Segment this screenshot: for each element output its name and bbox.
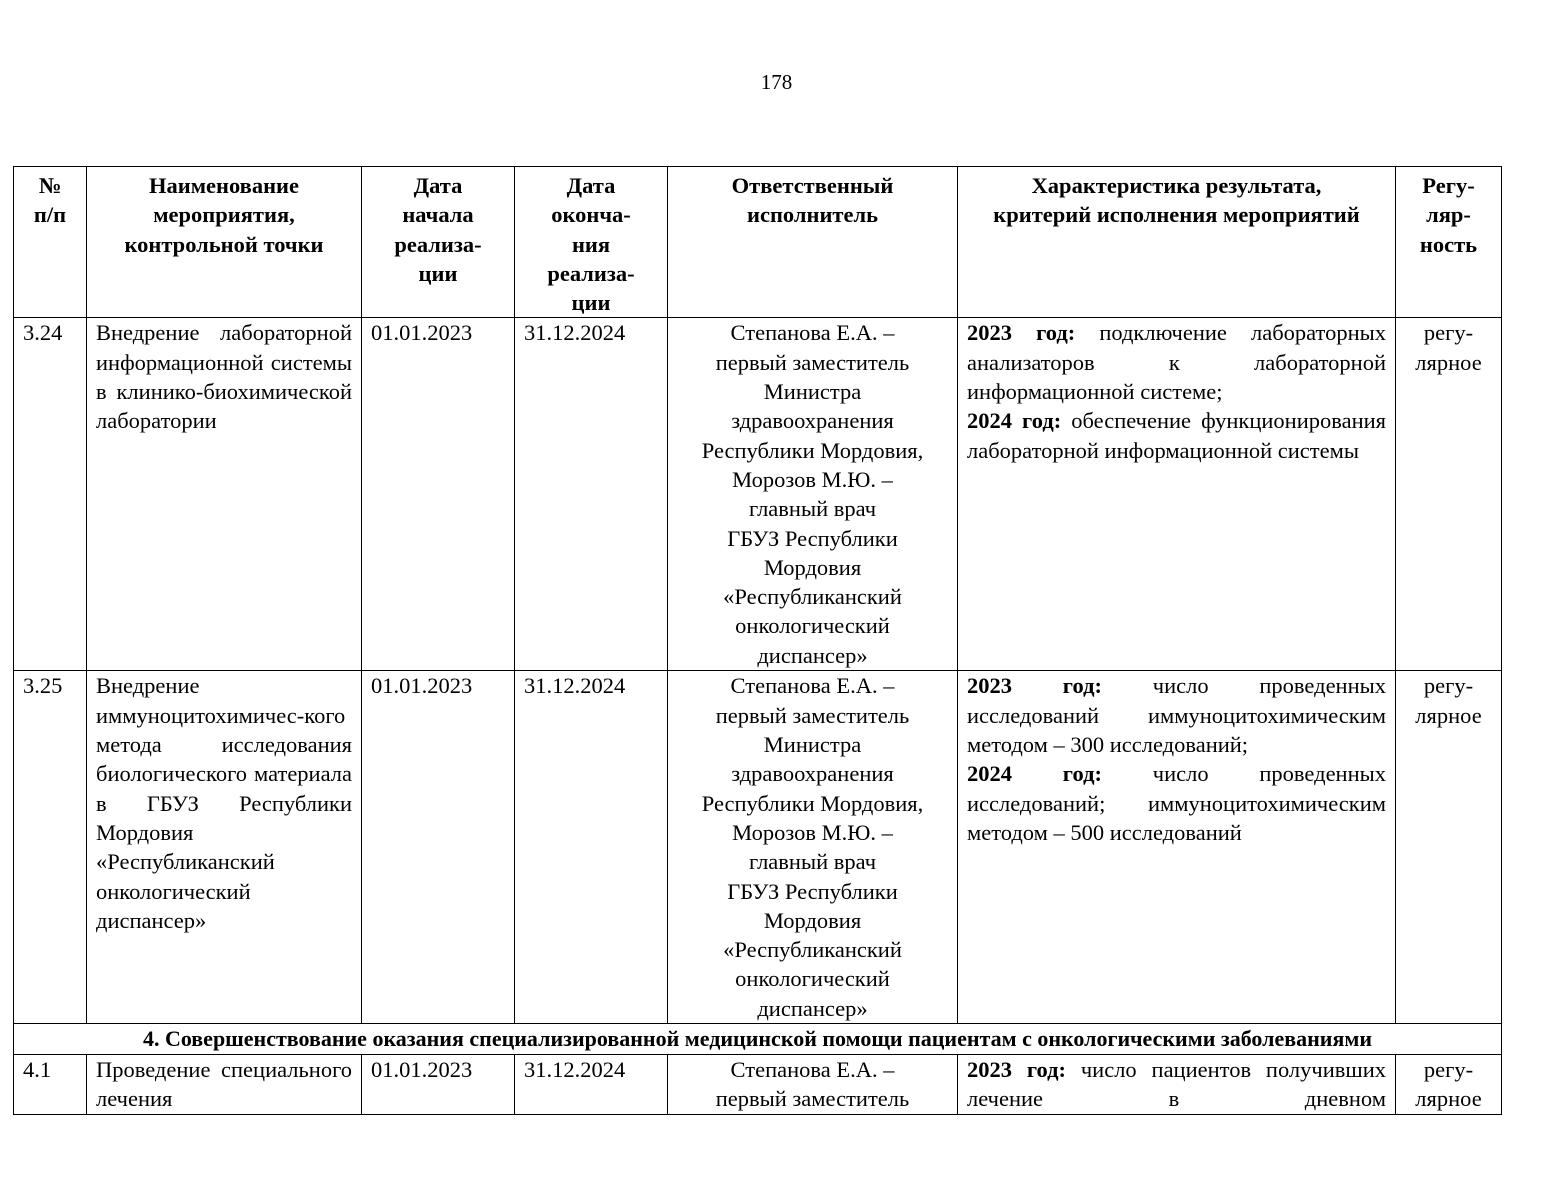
end-date: 31.12.2024 xyxy=(515,1054,668,1114)
table-header-row xyxy=(14,167,1502,318)
header-responsible: Ответственный исполнитель xyxy=(668,167,958,318)
table-row xyxy=(14,318,1502,671)
start-date: 01.01.2023 xyxy=(362,318,515,671)
row-number: 3.24 xyxy=(14,318,87,671)
header-start-date: Дата начала реализа- ции xyxy=(362,167,515,318)
table-row xyxy=(14,1054,1502,1114)
result-2023: 2023 год: подключение лабораторных анализаторов к лабораторной информационной системе; xyxy=(967,320,1387,405)
header-regularity: Регу- ляр- ность xyxy=(1396,167,1502,318)
event-name: Проведение специального лечения xyxy=(87,1054,362,1114)
row-number: 4.1 xyxy=(14,1054,87,1114)
header-result: Характеристика результата, критерий исполнения мероприятий xyxy=(958,167,1396,318)
row-number: 3.25 xyxy=(14,671,87,1024)
events-table xyxy=(13,166,1502,1115)
result-description xyxy=(958,318,1396,671)
regularity: регу- лярное xyxy=(1396,318,1502,671)
result-description xyxy=(958,671,1396,1024)
table-row xyxy=(14,671,1502,1024)
start-date: 01.01.2023 xyxy=(362,1054,515,1114)
end-date: 31.12.2024 xyxy=(515,671,668,1024)
regularity: регу- лярное xyxy=(1396,1054,1502,1114)
header-end-date: Дата оконча- ния реализа- ции xyxy=(515,167,668,318)
responsible-person: Степанова Е.А. – первый заместитель Министра здравоохранения Республики Мордовия, Морозов М.Ю. – главный врач ГБУЗ Республики Мордовия «Республиканский онкологический диспансер» xyxy=(668,671,958,1024)
section-heading-row xyxy=(14,1024,1502,1054)
result-2024: 2024 год: обеспечение функционирования лабораторной информационной системы xyxy=(967,408,1386,463)
start-date: 01.01.2023 xyxy=(362,671,515,1024)
result-description: 2023 год: число пациентов получивших лечение в дневном xyxy=(958,1054,1396,1114)
end-date: 31.12.2024 xyxy=(515,318,668,671)
event-name: Внедрение лабораторной информационной системы в клинико-биохимической лаборатории xyxy=(87,318,362,671)
event-name: Внедрение иммуноцитохимичес-кого метода исследования биологического материала в ГБУЗ Республики Мордовия «Республиканский онкологический диспансер» xyxy=(87,671,362,1024)
page-number: 178 xyxy=(760,70,793,94)
result-2023: 2023 год: число проведенных исследований иммуноцитохимическим методом – 300 исследований; xyxy=(967,673,1387,758)
header-name: Наименование мероприятия, контрольной точки xyxy=(87,167,362,318)
result-2024: 2024 год: число проведенных исследований; иммуноцитохимическим методом – 500 исследований xyxy=(967,761,1387,845)
responsible-person: Степанова Е.А. – первый заместитель Министра здравоохранения Республики Мордовия, Морозов М.Ю. – главный врач ГБУЗ Республики Мордовия «Республиканский онкологический диспансер» xyxy=(668,318,958,671)
section-title: 4. Совершенствование оказания специализированной медицинской помощи пациентам с онкологическими заболеваниями xyxy=(14,1024,1502,1054)
responsible-person: Степанова Е.А. – первый заместитель xyxy=(668,1054,958,1114)
header-num: № п/п xyxy=(14,167,87,318)
regularity: регу- лярное xyxy=(1396,671,1502,1024)
